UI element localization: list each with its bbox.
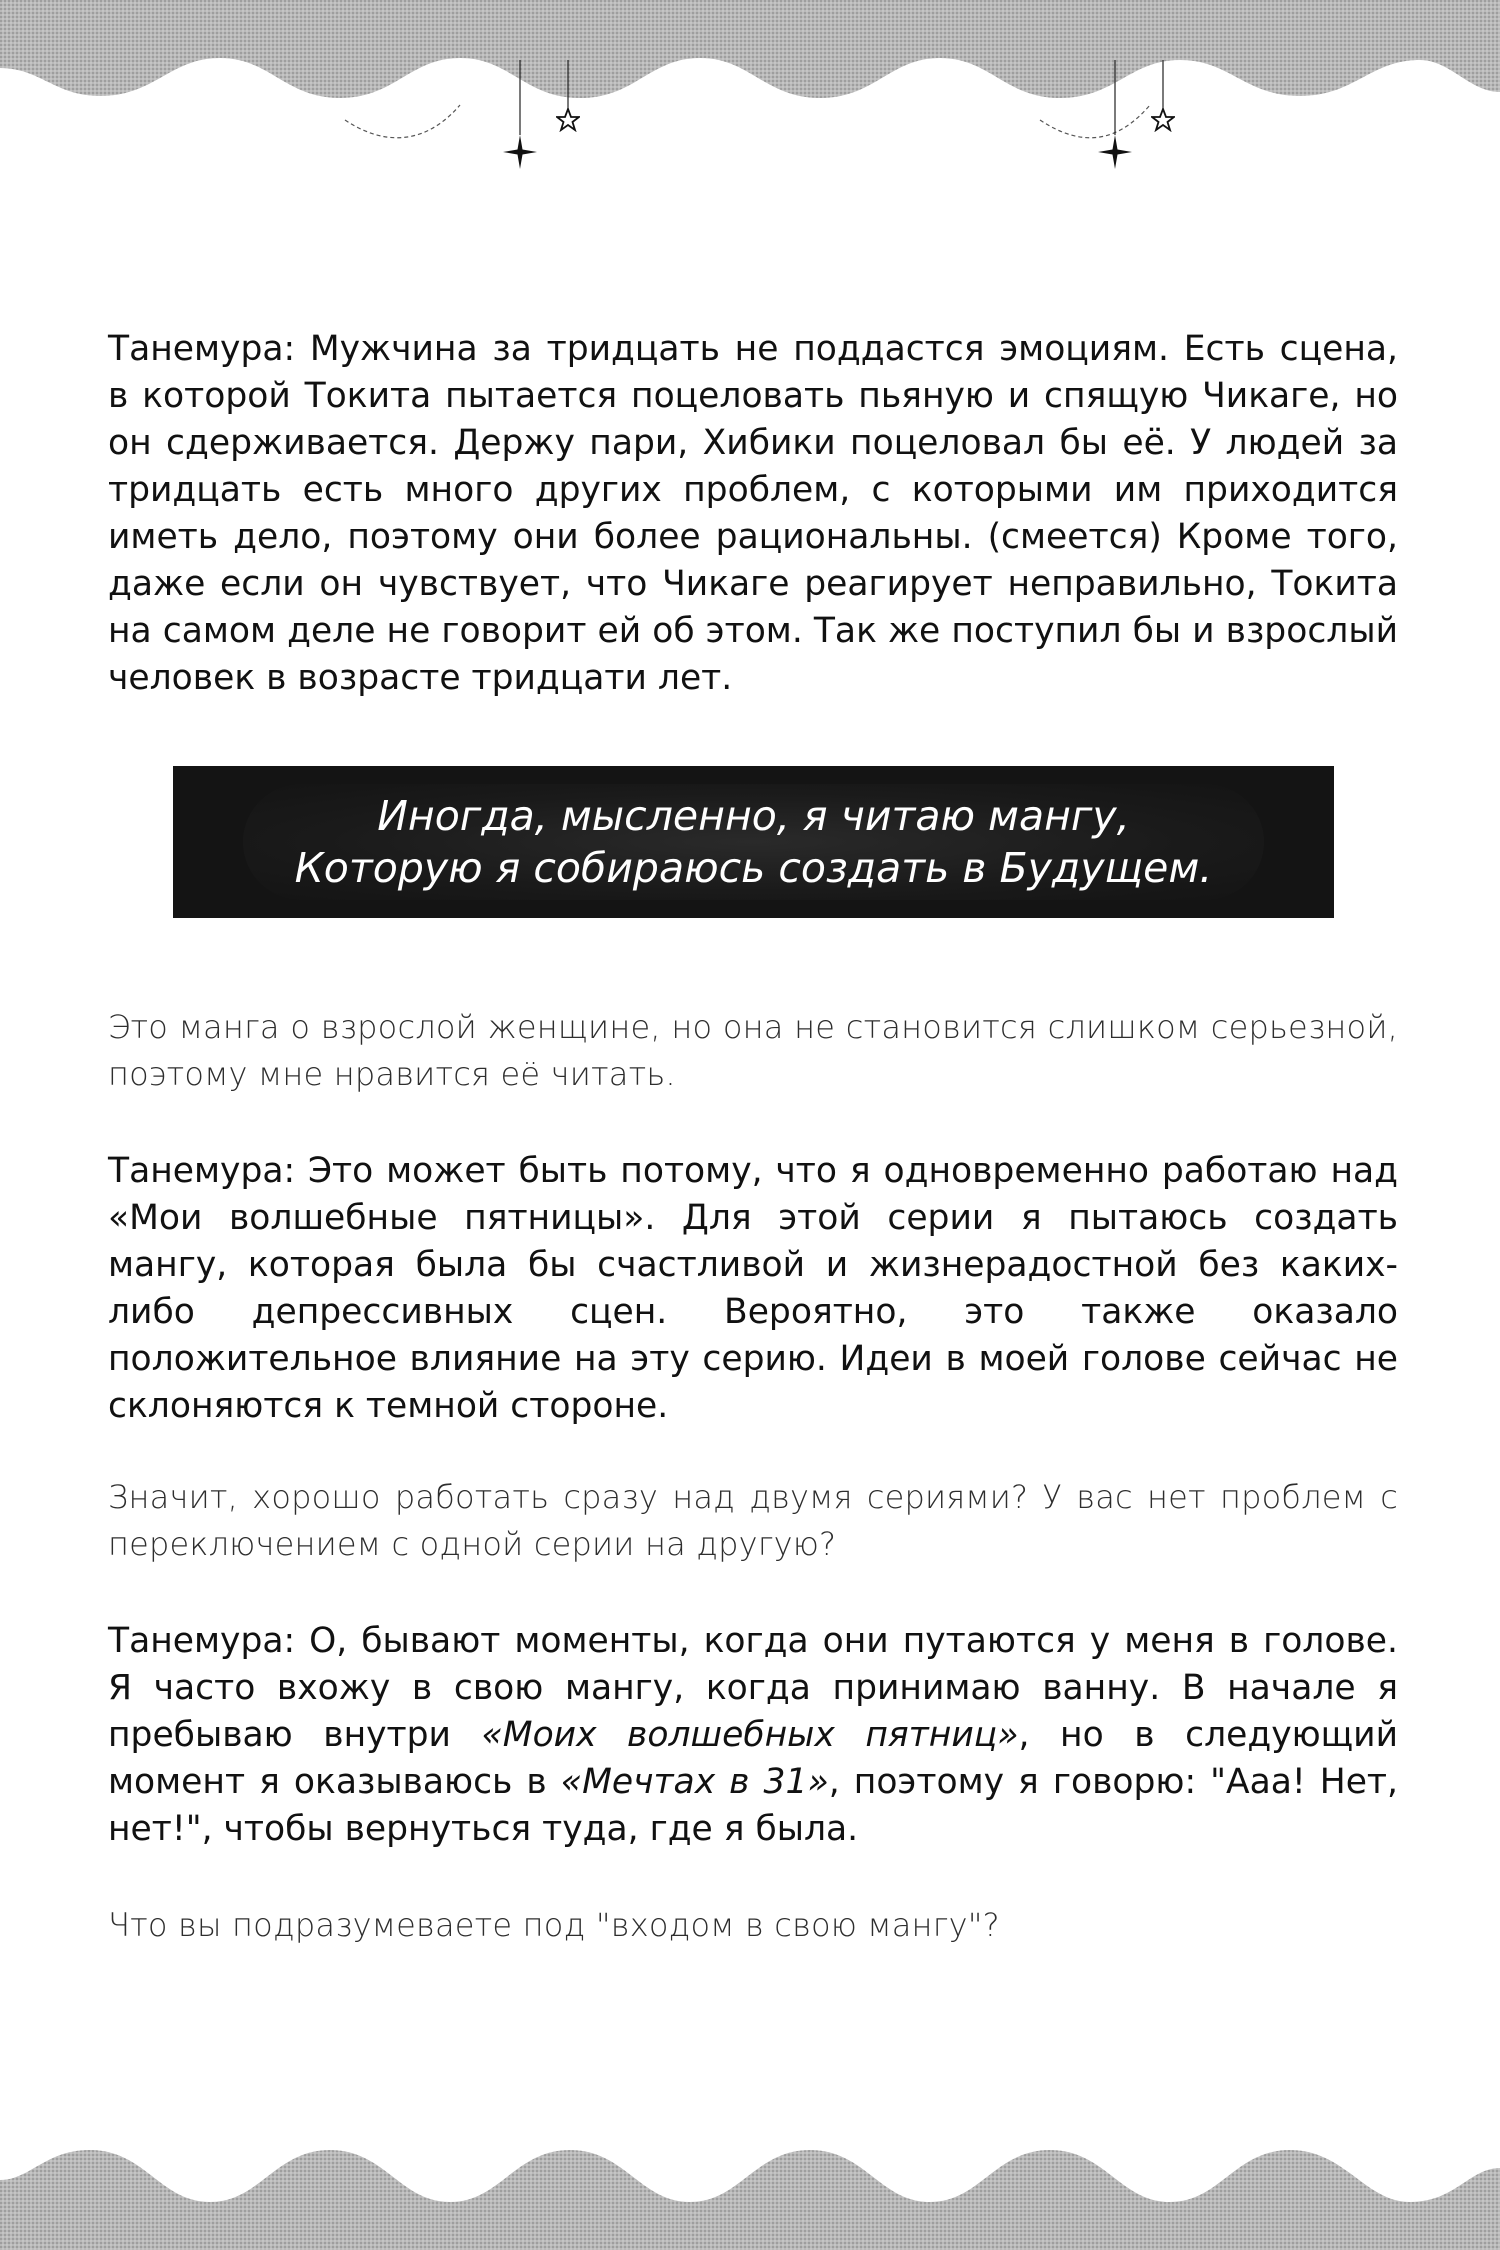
answer-text: , поэтому я говорю: "Ааа! Нет, нет!", чтобы вернуться туда, где я была. bbox=[108, 1762, 1398, 1849]
banner-line-1: Иногда, мысленно, я читаю мангу, bbox=[377, 792, 1130, 840]
question-paragraph: Это манга о взрослой женщине, но она не становится слишком серьезной, поэтому мне нравится её читать. bbox=[108, 1008, 1398, 1093]
question-block-2 bbox=[108, 1474, 1398, 1568]
series-title: «Мечтах в 31» bbox=[560, 1762, 829, 1802]
answer-text: , но в следующий момент я оказываюсь в bbox=[108, 1715, 1398, 1802]
star-icon bbox=[1151, 108, 1175, 132]
answer-block-2 bbox=[108, 1148, 1398, 1430]
answer-block-1 bbox=[108, 326, 1398, 702]
sparkle-icon bbox=[1098, 135, 1132, 169]
banner-line-2: Которую я собираюсь создать в Будущем. bbox=[294, 844, 1213, 892]
top-scalloped-border bbox=[0, 0, 1500, 160]
question-block-3 bbox=[108, 1902, 1398, 1949]
sparkle-icon bbox=[503, 135, 537, 169]
star-icon bbox=[556, 108, 580, 132]
question-block-1 bbox=[108, 1004, 1398, 1098]
question-paragraph: Что вы подразумеваете под "входом в свою мангу"? bbox=[108, 1906, 1000, 1944]
banner-title bbox=[295, 790, 1213, 894]
answer-block-3 bbox=[108, 1618, 1398, 1853]
title-banner bbox=[173, 766, 1334, 918]
answer-paragraph bbox=[108, 1618, 1398, 1853]
answer-paragraph: Танемура: Это может быть потому, что я одновременно работаю над «Мои волшебные пятницы». Для этой серии я пытаюсь создать мангу, которая была бы счастливой и жизнерадостной без каких-либо депрессивных сцен. Вероятно, это также оказало положительное влияние на эту серию. Идеи в моей голове сейчас не склоняются к темной стороне. bbox=[108, 1151, 1398, 1426]
answer-paragraph: Танемура: Мужчина за тридцать не поддастся эмоциям. Есть сцена, в которой Токита пытается поцеловать пьяную и спящую Чикаге, но он сдерживается. Держу пари, Хибики поцеловал бы её. У людей за тридцать есть много других проблем, с которыми им приходится иметь дело, поэтому они более рациональны. (смеется) Кроме того, даже если он чувствует, что Чикаге реагирует неправильно, Токита на самом деле не говорит ей об этом. Так же поступил бы и взрослый человек в возрасте тридцати лет. bbox=[108, 329, 1398, 698]
bottom-scalloped-border bbox=[0, 2110, 1500, 2250]
question-paragraph: Значит, хорошо работать сразу над двумя сериями? У вас нет проблем с переключением с одной серии на другую? bbox=[108, 1478, 1398, 1563]
answer-text: Танемура: О, бывают моменты, когда они путаются у меня в голове. Я часто вхожу в свою мангу, когда принимаю ванну. В начале я пребываю внутри bbox=[108, 1621, 1398, 1755]
series-title: «Моих волшебных пятниц» bbox=[481, 1715, 1019, 1755]
